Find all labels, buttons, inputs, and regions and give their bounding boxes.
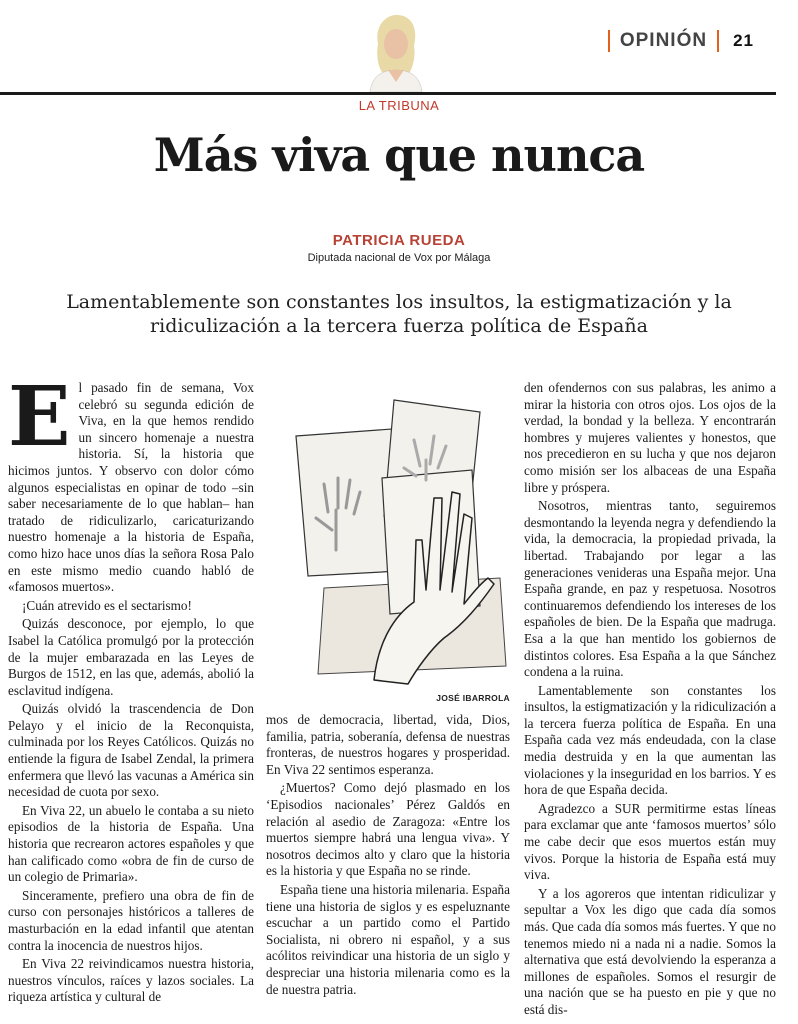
column-3 bbox=[524, 380, 776, 1021]
paragraph: Sinceramente, prefiero una obra de fin de curso con personajes históricos a talleres de masturbación en la edad infantil que atentan contra la inocencia de nuestros hijos. bbox=[8, 887, 254, 953]
page-header bbox=[0, 0, 798, 92]
section-label bbox=[608, 30, 754, 52]
illustration bbox=[266, 380, 510, 690]
paragraph: Quizás desconoce, por ejemplo, lo que Isabel la Católica promulgó por la protección de la mujer embarazada en las Leyes de Burgos de 1512, en las que, además, abolió la esclavitud indígena. bbox=[8, 616, 254, 698]
paragraph: den ofendernos con sus palabras, les animo a mirar la historia con otros ojos. Los ojos de la verdad, la bondad y la belleza. Y encontrarán hombres y mujeres valientes y honestos, que nos precedieron en su lucha y que nos dejaron como misión ser los albaceas de una España libre y próspera. bbox=[524, 380, 776, 495]
page-number: 21 bbox=[733, 31, 754, 50]
paragraph: En Viva 22, un abuelo le contaba a su nieto episodios de la historia de España. Una historia que recrearon actores españoles y que han calificado como «obra de fin de curso de un colegio de Primaria». bbox=[8, 802, 254, 885]
author-name: PATRICIA RUEDA bbox=[332, 232, 466, 249]
kicker: LA TRIBUNA bbox=[358, 98, 440, 113]
paragraph: Agradezco a SUR permitirme estas líneas para exclamar que ante ‘famosos muertos’ sólo me cabe decir que esos muertos están muy vivos. Porque la historia de España está muy viva. bbox=[524, 800, 776, 883]
paragraph: Y a los agoreros que intentan ridiculizar y sepultar a Vox les digo que cada día somos más. Que cada día somos más fuertes. Y que no tenemos miedo ni a nada ni a nadie. Somos la alternativa que está devolviendo la esperanza a millones de españoles. Somos el resurgir de una nación que se ha puesto en pie y que no está dis- bbox=[524, 885, 776, 1017]
drop-cap: E bbox=[8, 369, 71, 465]
paragraph: Lamentablemente son constantes los insultos, la estigmatización y la ridiculización a la tercera fuerza política de España. En una España cada vez más endeudada, con la clase media destruida y en la que aumentan las violaciones y la inseguridad en los barrios. Y es hora de que España decida. bbox=[524, 682, 776, 798]
section-name: OPINIÓN bbox=[619, 30, 708, 51]
author-photo bbox=[360, 10, 430, 92]
illustration-credit: JOSÉ IBARROLA bbox=[436, 693, 510, 703]
paragraph bbox=[8, 369, 254, 596]
paragraph-text: l pasado fin de semana, Vox celebró su segunda edición de Viva, en la que hemos rendido un sincero homenaje a nuestra historia. Sí, la historia que hicimos juntos. Y observo con dolor cómo algunos especialistas en opinar de todo –sin saber necesariamente de lo que hablan– han tratado de ridiculizarlo, caricaturizando nuestro homenaje a la historia de España, como hizo hace unos días la señora Rosa Palo en este mismo medio cuando habló de «famosos muertos». bbox=[8, 380, 254, 595]
section-divider bbox=[608, 30, 610, 52]
column-1 bbox=[8, 369, 254, 1008]
paragraph: ¡Cuán atrevido es el sectarismo! bbox=[22, 597, 192, 613]
article-subhead: Lamentablemente son constantes los insultos, la estigmatización y la ridiculización a la tercera fuerza política de España bbox=[66, 291, 732, 337]
paragraph: mos de democracia, libertad, vida, Dios, familia, patria, soberanía, defensa de nuestras fronteras, de nuestros hogares y prosperidad. En Viva 22 sentimos esperanza. bbox=[266, 712, 510, 777]
article-title: Más viva que nunca bbox=[153, 128, 645, 182]
header-rule bbox=[0, 92, 776, 95]
paragraph: En Viva 22 reivindicamos nuestra historia, nuestros vínculos, raíces y lazos sociales. La riqueza artística y cultural de bbox=[8, 956, 254, 1005]
column-2 bbox=[266, 712, 510, 1000]
paragraph: Nosotros, mientras tanto, seguiremos desmontando la leyenda negra y defendiendo la vida, la democracia, la propiedad privada, la libertad. Trabajando por legar a las generaciones venideras una España mejor. Una España grande, en paz y respetuosa. Nosotros continuaremos defendiendo los intereses de los españoles de bien. De la España que madruga. Esa a la que han mentido los gobiernos de distintos colores. Esa España a la que Sánchez condena a la ruina. bbox=[524, 498, 776, 680]
paragraph: Quizás olvidó la trascendencia de Don Pelayo y el inicio de la Reconquista, culminada por los Reyes Católicos. Quizás no entiende la figura de Isabel Zendal, la primera enfermera que llevó las vacunas a América sin necesidad de cuota por sexo. bbox=[8, 701, 254, 800]
paragraph: España tiene una historia milenaria. España tiene una historia de siglos y es espeluznante escuchar a un partido como el Partido Socialista, ni obrero ni español, y a sus acólitos reivindicar una historia de un siglo y despreciar una historia milenaria como es la de nuestra patria. bbox=[266, 881, 510, 997]
author-role: Diputada nacional de Vox por Málaga bbox=[307, 252, 491, 264]
paragraph: ¿Muertos? Como dejó plasmado en los ‘Episodios nacionales’ Pérez Galdós en relación al asedio de Zaragoza: «Entre los muertos siempre habrá una lengua viva». Y nosotros decimos alto y claro que la historia es la historia y que España no se rinde. bbox=[266, 780, 510, 879]
section-divider bbox=[717, 30, 719, 52]
